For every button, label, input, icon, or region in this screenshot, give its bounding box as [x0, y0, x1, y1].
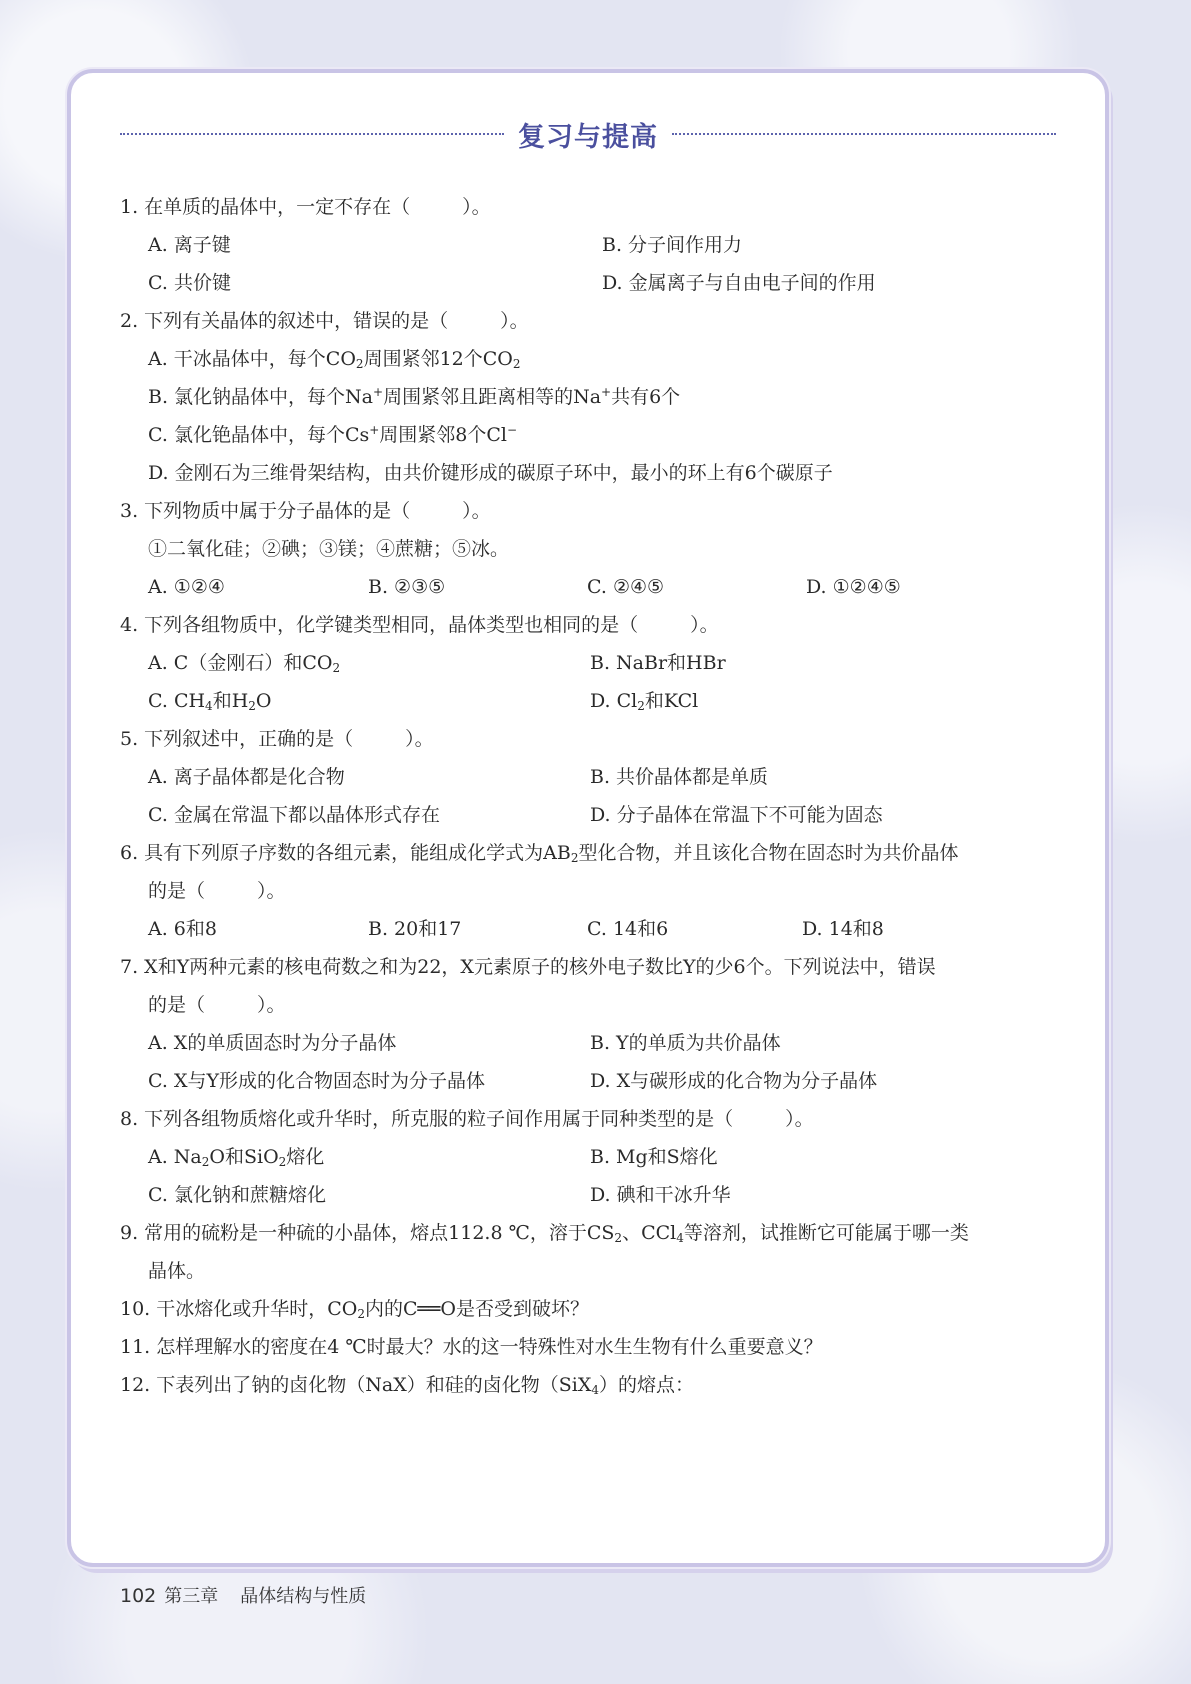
question-4-options-cd: [120, 682, 1060, 720]
option-b: B. 氯化钠晶体中，每个Na+周围紧邻且距离相等的Na+共有6个: [148, 385, 681, 408]
option-a: A. 离子键: [148, 234, 231, 256]
chapter-title: 晶体结构与性质: [240, 1586, 367, 1607]
option-d: D. $Cl_2$和KCl: [590, 690, 699, 713]
option-d: D. 14和8: [802, 918, 884, 940]
option-c: C. ②④⑤: [587, 576, 665, 598]
left-dotted-rule: [120, 133, 504, 135]
question-8-options-cd: [120, 1176, 1060, 1214]
option-b: B. NaBr和HBr: [590, 652, 726, 674]
question-1-options-ab: [120, 226, 1060, 264]
chapter-number: 第三章: [164, 1586, 219, 1607]
option-d: D. 金刚石为三维骨架结构，由共价键形成的碳原子环中，最小的环上有6个碳原子: [148, 462, 833, 484]
question-8: 8. 下列各组物质熔化或升华时，所克服的粒子间作用属于同种类型的是（ ）。: [120, 1108, 814, 1130]
question-7-options-ab: [120, 1024, 1060, 1062]
question-6-options: [120, 910, 1060, 948]
option-b: B. 20和17: [368, 918, 462, 940]
option-a: A. 干冰晶体中，每个$CO_2$周围紧邻12个$CO_2$: [148, 348, 521, 371]
option-d: D. 分子晶体在常温下不可能为固态: [590, 804, 883, 826]
question-2: 2. 下列有关晶体的叙述中，错误的是（ ）。: [120, 310, 529, 332]
question-10: 10. 干冰熔化或升华时，$CO_2$内的C══O是否受到破坏？: [120, 1298, 590, 1321]
option-d: D. 金属离子与自由电子间的作用: [602, 272, 876, 294]
option-c: C. $CH_4$和$H_2O$: [148, 690, 272, 713]
option-b: B. 共价晶体都是单质: [590, 766, 769, 788]
question-5-options-cd: [120, 796, 1060, 834]
question-3-options: [120, 568, 1060, 606]
question-9-continued: 晶体。: [148, 1260, 206, 1282]
option-a: A. ①②④: [148, 576, 225, 598]
option-a: A. $Na_2O$和SiO$_2$熔化: [148, 1146, 325, 1169]
right-dotted-rule: [672, 133, 1056, 135]
question-4: 4. 下列各组物质中，化学键类型相同，晶体类型也相同的是（ ）。: [120, 614, 719, 636]
question-5-options-ab: [120, 758, 1060, 796]
option-c: C. 14和6: [587, 918, 669, 940]
option-c: C. 氯化铯晶体中，每个Cs+周围紧邻8个Cl−: [148, 423, 518, 446]
page-footer: [120, 1582, 366, 1608]
question-3: 3. 下列物质中属于分子晶体的是（ ）。: [120, 500, 491, 522]
question-11: 11. 怎样理解水的密度在4 ℃时最大？水的这一特殊性对水生生物有什么重要意义？: [120, 1336, 823, 1358]
option-b: B. Mg和S熔化: [590, 1146, 718, 1168]
option-d: D. 碘和干冰升华: [590, 1184, 731, 1206]
option-a: A. 离子晶体都是化合物: [148, 766, 345, 788]
question-1-options-cd: [120, 264, 1060, 302]
option-a: A. 6和8: [148, 918, 217, 940]
option-c: C. 共价键: [148, 272, 231, 294]
option-b: B. 分子间作用力: [602, 234, 743, 256]
option-c: C. X与Y形成的化合物固态时为分子晶体: [148, 1070, 486, 1092]
question-6: 6. 具有下列原子序数的各组元素，能组成化学式为$AB_2$型化合物，并且该化合物在固态时为共价晶体: [120, 842, 959, 865]
question-7-options-cd: [120, 1062, 1060, 1100]
option-b: B. Y的单质为共价晶体: [590, 1032, 781, 1054]
question-7: 7. X和Y两种元素的核电荷数之和为22，X元素原子的核外电子数比Y的少6个。下列说法中，错误: [120, 956, 936, 978]
question-6-continued: 的是（ ）。: [148, 880, 286, 902]
question-7-continued: 的是（ ）。: [148, 994, 286, 1016]
question-3-list: ①二氧化硅；②碘；③镁；④蔗糖；⑤冰。: [148, 538, 510, 560]
option-c: C. 金属在常温下都以晶体形式存在: [148, 804, 440, 826]
page-number: 102: [120, 1585, 157, 1607]
question-1: 1. 在单质的晶体中，一定不存在（ ）。: [120, 196, 491, 218]
question-9: 9. 常用的硫粉是一种硫的小晶体，熔点112.8 ℃，溶于$CS_2$、CCl$_4$等溶剂，试推断它可能属于哪一类: [120, 1222, 969, 1245]
option-a: A. X的单质固态时为分子晶体: [148, 1032, 397, 1054]
section-header: [120, 114, 1056, 154]
option-d: D. X与碳形成的化合物为分子晶体: [590, 1070, 878, 1092]
question-5: 5. 下列叙述中，正确的是（ ）。: [120, 728, 434, 750]
question-8-options-ab: [120, 1138, 1060, 1176]
question-4-options-ab: [120, 644, 1060, 682]
option-c: C. 氯化钠和蔗糖熔化: [148, 1184, 326, 1206]
section-title: 复习与提高: [518, 121, 658, 153]
option-a: A. C（金刚石）和$CO_2$: [148, 652, 341, 675]
question-12: 12. 下表列出了钠的卤化物（NaX）和硅的卤化物（SiX$_4$）的熔点：: [120, 1374, 695, 1397]
option-d: D. ①②④⑤: [806, 576, 901, 598]
option-b: B. ②③⑤: [368, 576, 446, 598]
exercise-list: [120, 188, 1060, 1404]
